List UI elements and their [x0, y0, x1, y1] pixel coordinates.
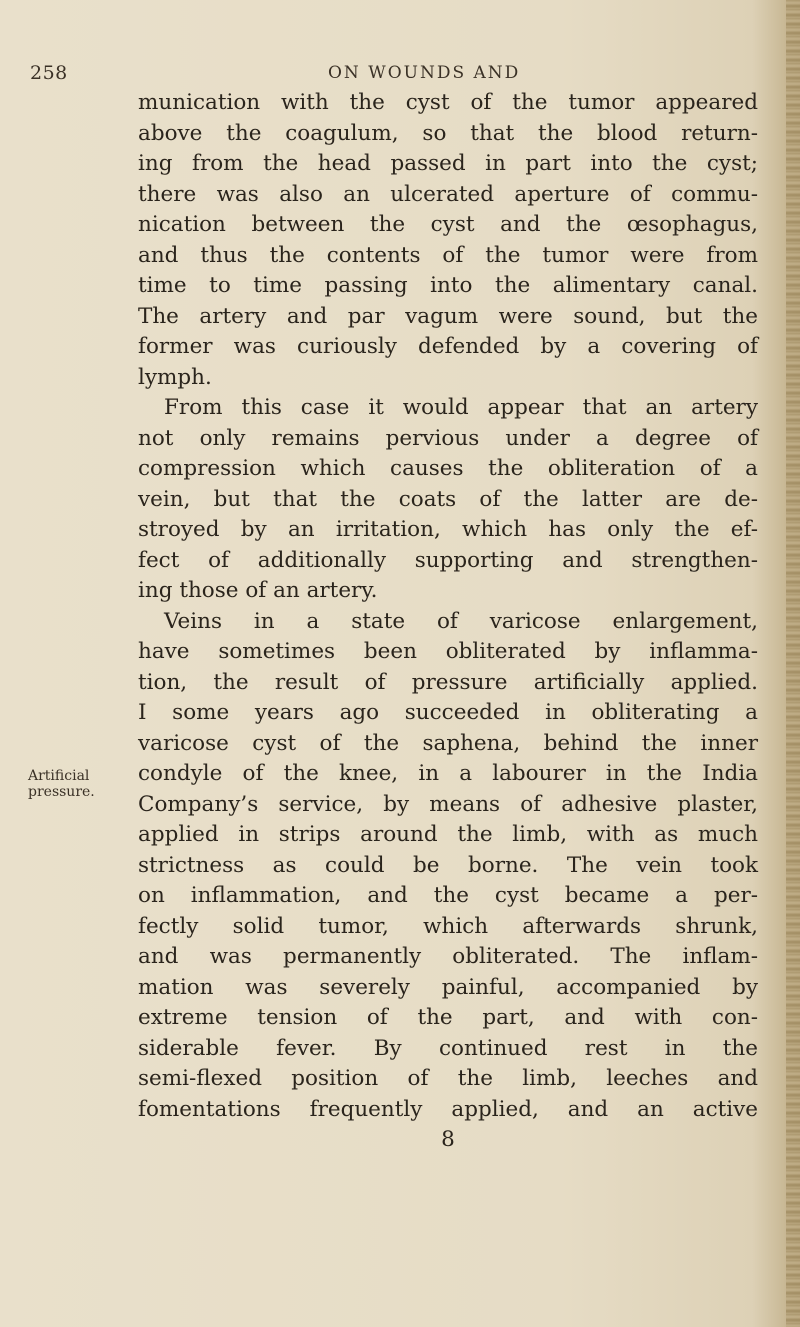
text-line: The artery and par vagum were sound, but the	[138, 303, 758, 329]
margin-note-line: Artificial	[28, 768, 90, 784]
text-line: and thus the contents of the tumor were from	[138, 242, 758, 268]
text-line: applied in strips around the limb, with as much	[138, 822, 758, 847]
text-line: tion, the result of pressure artificially applied.	[138, 669, 758, 695]
signature-mark: 8	[441, 1127, 455, 1152]
text-line: there was also an ulcerated aperture of commu-	[138, 181, 758, 207]
text-line: not only remains pervious under a degree of	[138, 425, 758, 451]
paragraph-start-line: From this case it would appear that an artery	[164, 395, 758, 420]
text-line: above the coagulum, so that the blood return-	[138, 120, 758, 146]
text-line: strictness as could be borne. The vein took	[138, 852, 758, 878]
text-line: ing from the head passed in part into the cyst;	[138, 151, 758, 176]
page-edge-shadow	[786, 0, 800, 1327]
paragraph-start-line: Veins in a state of varicose enlargement,	[164, 608, 758, 634]
text-line: Company’s service, by means of adhesive plaster,	[138, 791, 758, 817]
text-line: ing those of an artery.	[138, 578, 378, 603]
text-line: have sometimes been obliterated by inflamma-	[138, 639, 758, 664]
margin-note-line: pressure.	[28, 784, 95, 800]
text-line: semi-flexed position of the limb, leeches and	[138, 1066, 758, 1091]
margin-note	[28, 768, 128, 800]
text-line: time to time passing into the alimentary canal.	[138, 273, 758, 298]
text-line: former was curiously defended by a covering of	[138, 334, 758, 359]
text-line: siderable fever. By continued rest in the	[138, 1035, 758, 1061]
text-line: vein, but that the coats of the latter are de-	[138, 486, 758, 512]
text-line: lymph.	[138, 364, 212, 390]
page-number: 258	[30, 62, 68, 84]
running-head: ON WOUNDS AND	[328, 63, 521, 83]
text-line: and was permanently obliterated. The inflam-	[138, 944, 758, 969]
text-line: on inflammation, and the cyst became a per-	[138, 883, 758, 908]
text-line: fect of additionally supporting and strengthen-	[138, 547, 758, 573]
text-line: I some years ago succeeded in obliterating a	[138, 700, 758, 725]
text-line: mation was severely painful, accompanied by	[138, 974, 758, 1000]
text-line: munication with the cyst of the tumor appeared	[138, 90, 758, 115]
text-line: condyle of the knee, in a labourer in the India	[138, 761, 758, 786]
text-line: extreme tension of the part, and with con-	[138, 1005, 758, 1030]
text-line: fomentations frequently applied, and an active	[138, 1096, 758, 1122]
text-line: fectly solid tumor, which afterwards shrunk,	[138, 913, 758, 939]
body-text	[138, 88, 758, 1156]
text-line: stroyed by an irritation, which has only the ef-	[138, 517, 758, 542]
text-line: nication between the cyst and the œsophagus,	[138, 212, 758, 237]
text-line: varicose cyst of the saphena, behind the inner	[138, 730, 758, 756]
text-line: compression which causes the obliteration of a	[138, 456, 758, 481]
